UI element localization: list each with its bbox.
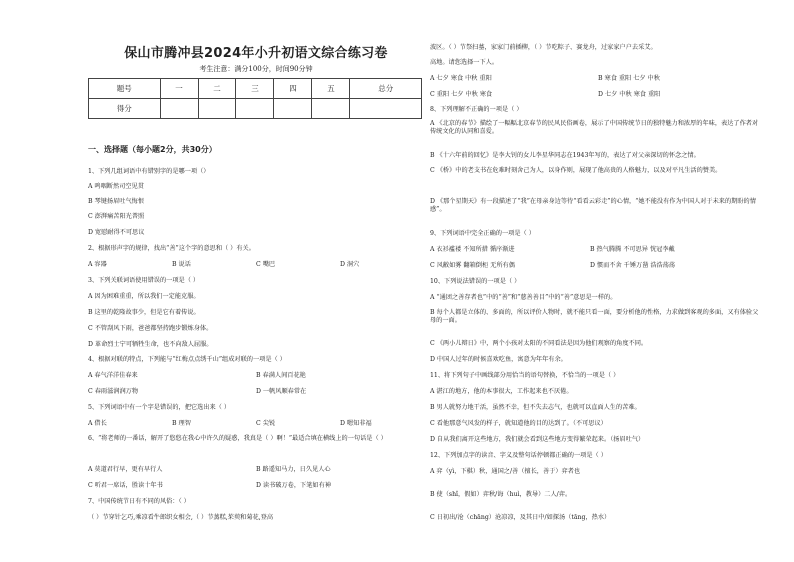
option: A “通团之善存者也”中的“善”和“慈善善目”中的“善”意思是一样的。 [430,294,617,301]
option: C 澎湃痛苦阳光普照 [88,213,145,220]
option: A 弈（yì，下棋）秋，通国之/善（擅长，善于）弈者也 [430,468,581,475]
option: D 中国人过年的时候喜欢吃鱼，寓意为年年有余。 [430,356,567,363]
option: A 因为困难重重，所以我们一定能克服。 [88,293,200,300]
option: C 尖锐 [256,420,276,427]
header-cell: 题号 [89,79,161,99]
option: A 鸣咽断然司空见贯 [88,183,144,190]
header-cell: 三 [236,79,274,99]
option: A 春气洋洋佳春来 [88,372,138,379]
option: A 莫道君行早，更有早行人 [88,466,163,473]
question-text: （ ）节穿针乞巧,乘凉看牛郎织女相会,（ ）节蒸糕,茱萸和菊花,登高 [88,514,274,521]
question: 3、下列关联词语使用错误的一项是（ ） [88,277,200,284]
question: 12、下列加点字的读音、字义及整句话停顿都正确的一项是（ ） [430,452,607,459]
option: C 看他那意气风发的样子，就知道他的目的达到了。（不可思议） [430,420,607,427]
score-table [88,78,422,119]
option: A 《北京的春节》描绘了一幅幅北京春节的民风民俗画卷，展示了中国传统节日的独特魅力和浓厚的年味，表达了作者对传统文化的认同和喜爱。 [430,120,759,135]
question: 9、下列词语中完全正确的一项是（ ） [430,230,535,237]
option: D 洞穴 [340,261,360,268]
option: D 革命烈士宁可牺牲生命，也不向敌人屈服。 [88,341,213,348]
question: 2、根据形声字的规律，找出“善”这个字的意思和（ ）有关。 [88,245,255,252]
option: D 惯而不舍 千锤万凿 浩浩荡荡 [590,262,676,269]
question-text: 波区。（ ）节祭扫墓，家家门前插柳，（ ）节吃粽子、赛龙舟，过家家户户去采艾。 [430,44,657,51]
option: B 这里的乾隆故事少，但是它有着传说。 [88,309,200,316]
option: C 《两小儿辩日》中，两个小孩对太阳的不同看法是因为他们观察的角度不同。 [430,340,648,347]
option: B 路遥知马力，日久见人心 [256,466,331,473]
question: 4、根据对联的特点，下列能与“红梅点点绣千山”组成对联的一项是（ ） [88,356,286,363]
question: 11、将下列句子中画线部分用恰当的语句替换，不恰当的一项是（ ） [430,372,620,379]
score-row-label: 得分 [89,99,161,119]
score-input[interactable] [350,99,422,119]
question: 7、中国传统节日有不同的风俗：（ ） [88,498,190,505]
option: C 重阳 七夕 中秋 寒食 [430,91,493,98]
option: B 琴键扬眉吐气悔恨 [88,198,145,205]
option: A 借长 [88,420,107,427]
section-heading: 一、选择题（每小题2分，共30分） [88,145,217,154]
question-text: 高地。请您选择一下人。 [430,59,499,66]
option: C 不管刮风下雨，爸爸都坚持跑步锻炼身体。 [88,325,213,332]
option: C 日初出/沧（chāng）沧凉凉，及其日中/如探汤（tāng，热水） [430,514,611,521]
question: 5、下列词语中有一个字是错误的，把它选出来（ ） [88,404,231,411]
option: D 七夕 中秋 寒食 重阳 [598,91,661,98]
option: C 听君一席话，胜读十年书 [88,482,163,489]
option: B 寒食 重阳 七夕 中秋 [598,75,660,82]
option: D 自从我们离开这些地方，我们就会看到这些地方变得繁荣起来。（扬眉吐气） [430,436,645,443]
option: C 风敝如雾 翻箱倒柜 无所有偶 [430,262,515,269]
option: B 说话 [172,261,191,268]
header-cell: 总分 [350,79,422,99]
option: D 宽慰耐得不可思议 [88,229,145,236]
score-input[interactable] [236,99,274,119]
option: B 《十六年前的回忆》是李大钊的女儿李星华同志在1943年写的，表达了对父亲深切的怀念之情。 [430,152,700,159]
score-header-row [89,79,422,99]
option: B 使（shǐ，假如）弈秋/诲（huì，教导）二人/弈。 [430,491,572,498]
header-cell: 五 [312,79,350,99]
header-cell: 一 [160,79,198,99]
option: D 一帆风顺春常在 [256,388,307,395]
score-row [89,99,422,119]
option: B 热气腾腾 不可思异 恍冠李戴 [590,246,675,253]
question: 8、下列理解不正确的一项是（ ） [430,106,523,113]
question: 10、下列说法错误的一项是（ ） [430,278,521,285]
option: D 《那个星期天》有一段描述了“我”在母亲身边等待“看看云彩走”的心情，“她不能没有作为中国人对于未来的期盼的情感”。 [430,198,756,213]
option: D 嗯知非福 [340,420,372,427]
question: 6、“将老师的一番话，解开了悠悠在我心中许久的疑惑，我真是（ ）啊！”最适合填在横线上的一句话是（ ） [88,435,387,442]
header-cell: 二 [198,79,236,99]
option: D 读书破万卷，下笔如有神 [256,482,331,489]
score-input[interactable] [274,99,312,119]
score-input[interactable] [160,99,198,119]
option: B 理智 [172,420,191,427]
score-input[interactable] [312,99,350,119]
option: C 《桥》中的老支书在危难时刻舍己为人，以身作则，展现了他高贵的人格魅力，以及对平凡生活的赞美。 [430,167,722,174]
option: A 湛江的地方，他的本事很大，工作起来也不厌倦。 [430,388,573,395]
question: 1、下列几组词语中有错别字的是哪一项（） [88,168,210,175]
option: B 男人就努力地干活，虽然不幸，但不失去志气，也就可以直面人生的苦难。 [430,404,641,411]
option: C 春雨滋润润万物 [88,388,139,395]
page-title: 保山市腾冲县2024年小升初语文综合练习卷 [124,46,388,61]
option: A 七夕 寒食 中秋 重阳 [430,75,492,82]
option: A 衣衫褴褛 不知所措 循序渐进 [430,246,515,253]
option: B 每个人都是立体的、多面的，所以评价人物时，就不能只看一面，要分析他的性格，力求做到客观的多面，又有体验父母的一面。 [430,309,759,324]
score-input[interactable] [198,99,236,119]
option: C 嘴巴 [256,261,276,268]
header-cell: 四 [274,79,312,99]
option: A 容器 [88,261,107,268]
option: B 春满人间百花艳 [256,372,306,379]
exam-notice: 考生注意：满分100分，时间90分钟 [199,65,313,73]
